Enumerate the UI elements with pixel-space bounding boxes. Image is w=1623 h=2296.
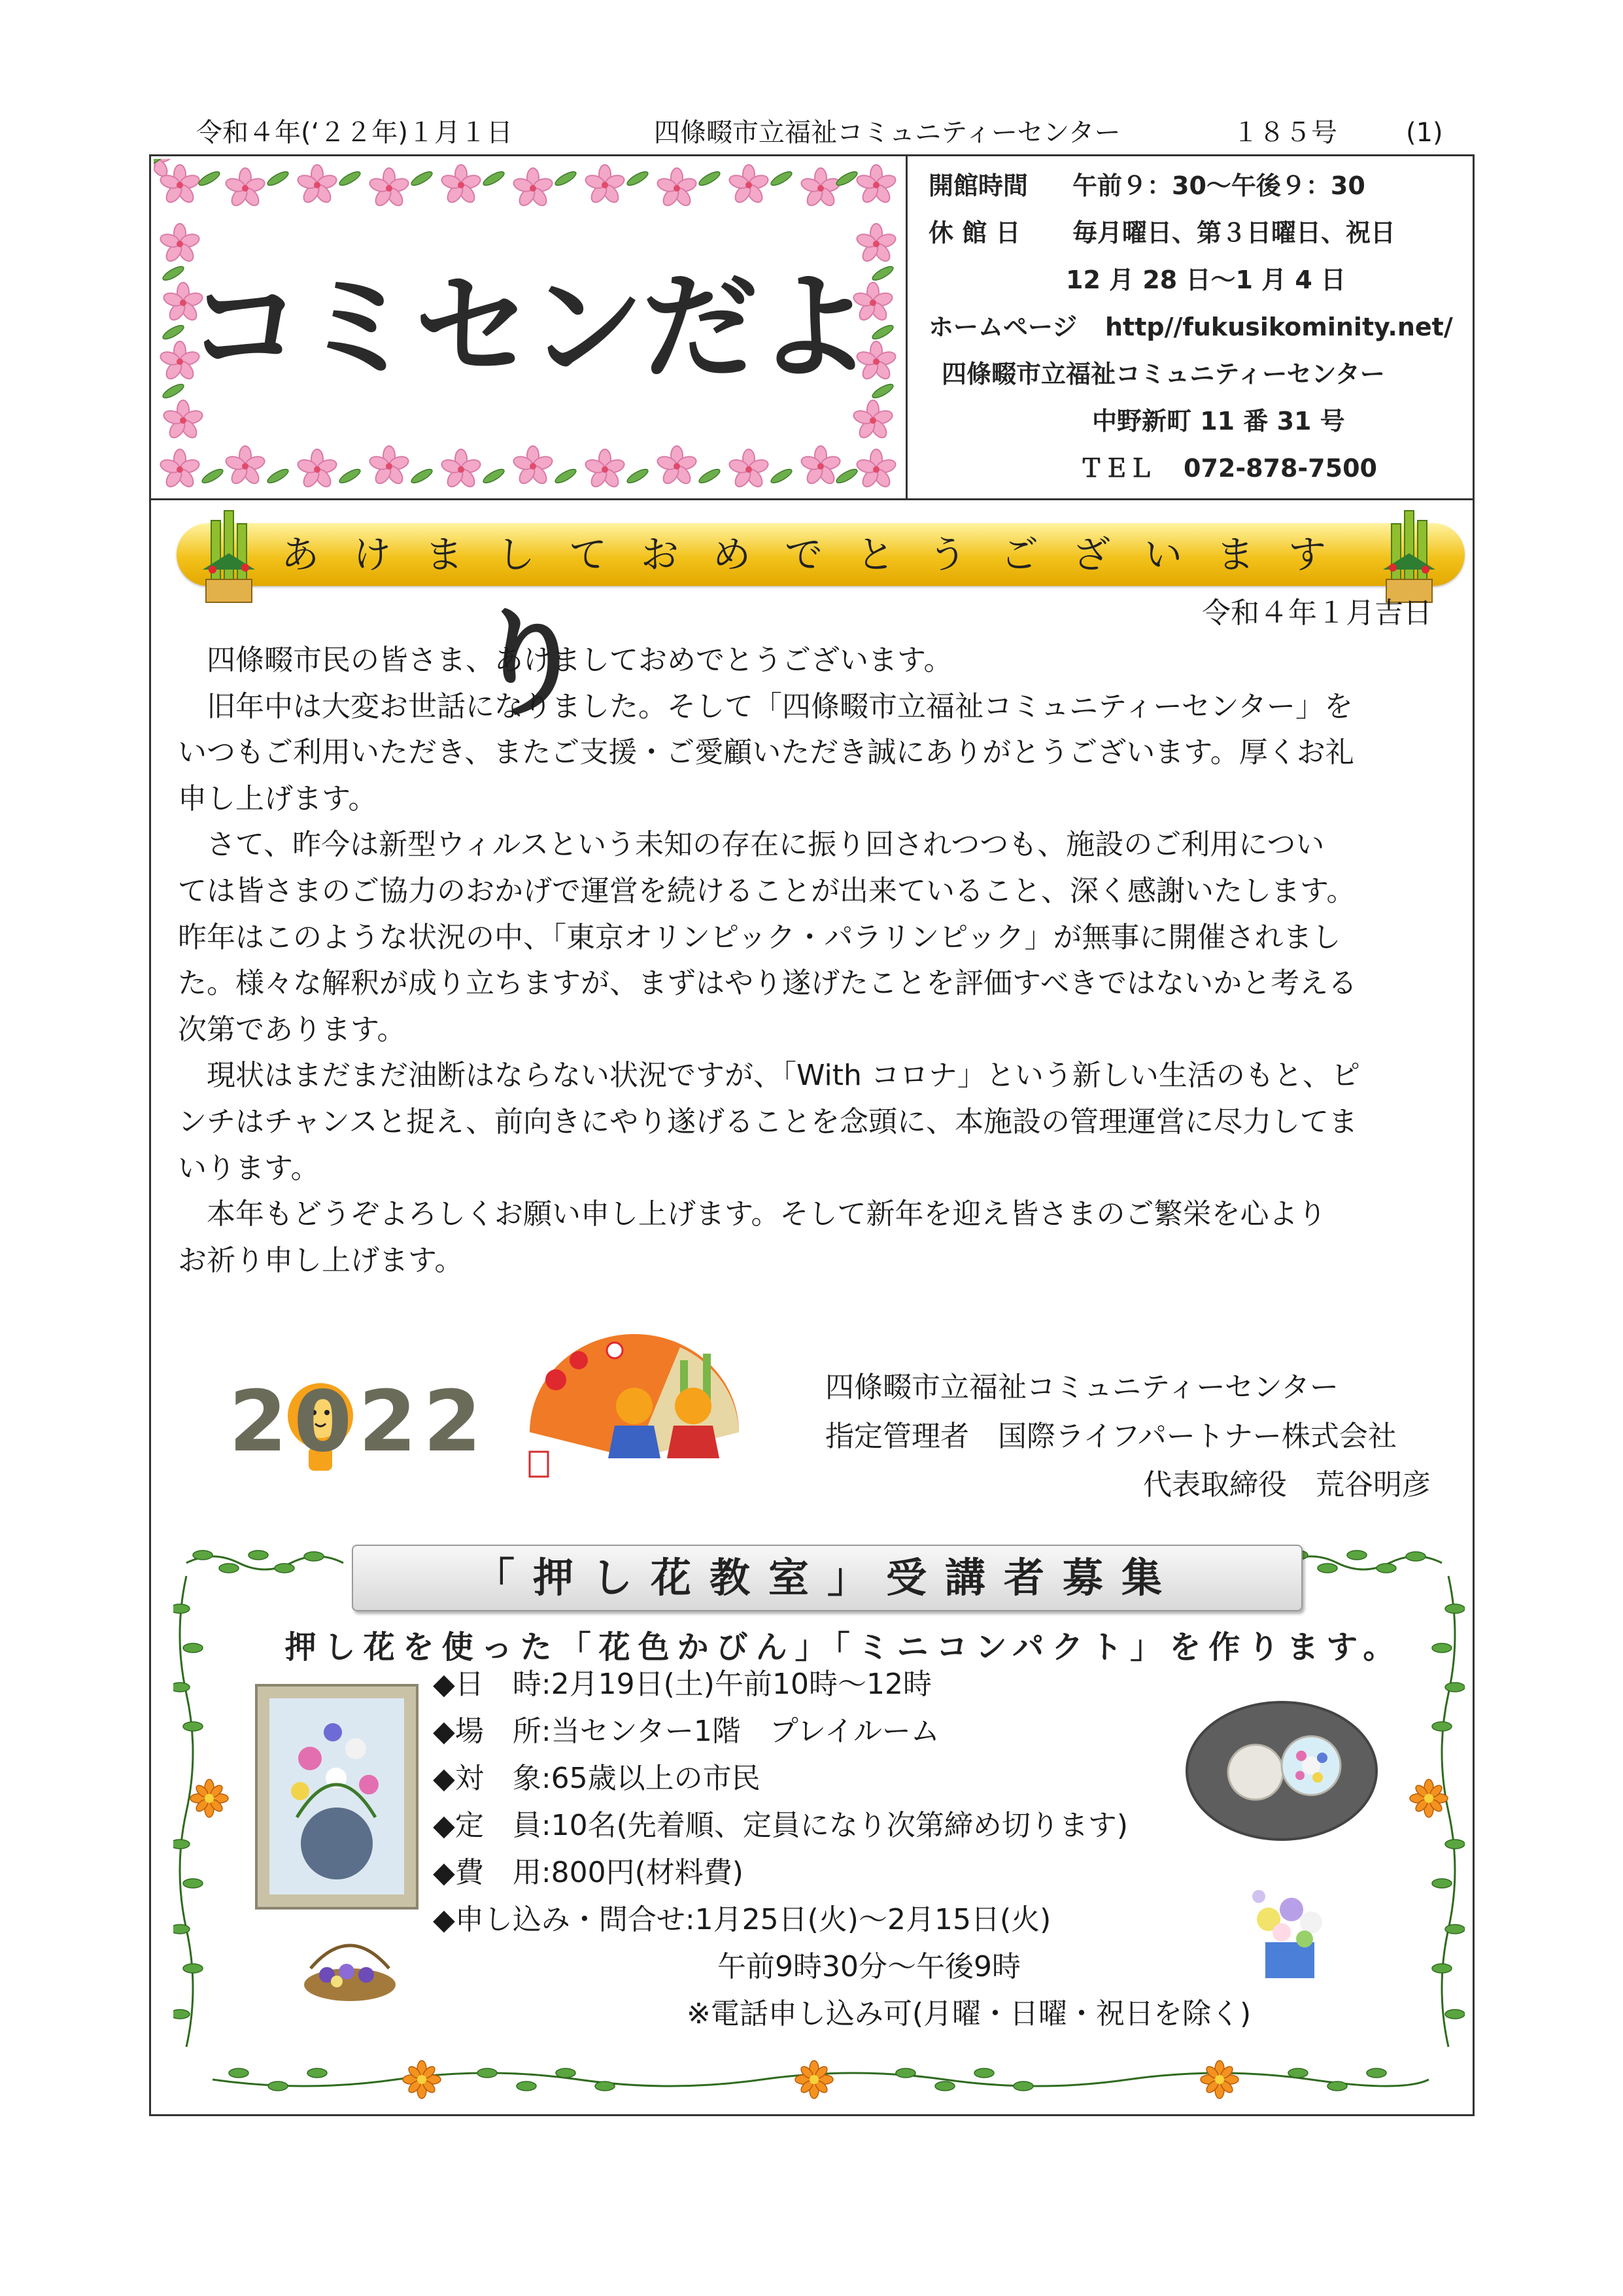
greeting-line: いります。: [178, 1151, 320, 1185]
detail-place: ◆場 所:当センター1階 プレイルーム: [433, 1715, 940, 1748]
flower-arrangement-icon: [1242, 1883, 1337, 1981]
greeting-line: さて、昨今は新型ウィルスという未知の存在に振り回されつつも、施設のご利用につい: [178, 828, 1325, 862]
fan-tigers-icon: [517, 1334, 752, 1488]
pressed-flower-title-text: 「押し花教室」受講者募集: [473, 1554, 1180, 1602]
flower-vase-icon: [258, 1687, 416, 1907]
detail-date: ◆日 時:2月19日(土)午前10時～12時: [433, 1668, 932, 1701]
year-2022-art: [229, 1370, 488, 1475]
greeting-line: お祈り申し上げます。: [178, 1243, 464, 1277]
mini-compact-photo: [1184, 1700, 1380, 1841]
masthead-bottom-rule: [150, 498, 1473, 500]
issue-number: １８５号: [1233, 118, 1337, 148]
signature-rep: 代表取締役 荒谷明彦: [1143, 1468, 1431, 1501]
greeting-line: 本年もどうぞよろしくお願い申し上げます。そして新年を迎え皆さまのご繁栄を心より: [178, 1197, 1327, 1231]
pressed-flower-subtitle: 押し花を使った「花色かびん」「ミニコンパクト」を作ります。: [284, 1629, 1403, 1666]
hours-value: 午前９：30～午後９：30: [1072, 171, 1365, 200]
hours-label: 開館時間: [929, 171, 1029, 200]
detail-time: 午前9時30分～午後9時: [717, 1950, 1021, 1983]
detail-target: ◆対 象:65歳以上の市民: [433, 1762, 760, 1795]
greeting-line: 旧年中は大変お世話になりました。そして「四條畷市立福祉コミュニティーセンター」を: [178, 689, 1353, 723]
page-number: (1): [1406, 118, 1443, 148]
greeting-line: ンチはチャンスと捉え、前向きにやり遂げることを念頭に、本施設の管理運営に尽力してま: [178, 1105, 1358, 1139]
homepage-link[interactable]: http//fukusikominity.net/: [1105, 313, 1453, 341]
detail-apply: ◆申し込み・問合せ:1月25日(火)～2月15日(火): [433, 1903, 1051, 1936]
greeting-line: いつもご利用いただき、またご支援・ご愛顧いただき誠にありがとうございます。厚くお礼: [178, 736, 1354, 770]
greeting-banner-text: あけましておめでとうございます: [281, 532, 1360, 577]
publisher-name: 四條畷市立福祉コミュニティーセンター: [654, 118, 1121, 148]
flower-basket-icon: [298, 1936, 402, 2008]
greeting-banner: [177, 523, 1465, 586]
address: 中野新町 11 番 31 号: [1092, 407, 1345, 436]
signature-manager: 指定管理者 国際ライフパートナー株式会社: [825, 1420, 1397, 1453]
org-name: 四條畷市立福祉コミュニティーセンター: [942, 360, 1385, 388]
masthead-divider: [906, 156, 908, 499]
pressed-flower-title: [352, 1545, 1303, 1611]
detail-note: ※電話申し込み可(月曜・日曜・祝日を除く): [687, 1997, 1252, 2030]
greeting-line: た。様々な解釈が成り立ちますが、まずはやり遂げたことを評価すべきではないかと考える: [178, 967, 1358, 1001]
tel-value: 072-878-7500: [1184, 454, 1377, 483]
closed-value: 毎月曜日、第３日曜日、祝日: [1072, 218, 1396, 247]
year-text: [229, 1373, 488, 1471]
greeting-line: 現状はまだまだ油断はならない状況ですが、「With コロナ」という新しい生活のもと、ピ: [178, 1059, 1360, 1093]
greeting-body: [178, 638, 1473, 1284]
homepage-label: ホームページ: [929, 313, 1078, 341]
masthead-title: コミセンだより: [186, 260, 870, 732]
issue-date: 令和４年(‘２２年)１月１日: [196, 118, 513, 148]
kadomatsu-right-icon: [1380, 507, 1439, 606]
greeting-date: 令和４年１月吉日: [1202, 596, 1432, 630]
closed-value-2: 12 月 28 日～1 月 4 日: [1066, 266, 1346, 294]
tel-label: ＴＥＬ: [1079, 454, 1154, 483]
greeting-line: 四條畷市民の皆さま、あけましておめでとうございます。: [178, 643, 953, 677]
year-text: 2022: [229, 1373, 488, 1471]
greeting-line: ては皆さまのご協力のおかげで運営を続けることが出来ていること、深く感謝いたします。: [178, 874, 1356, 908]
detail-fee: ◆費 用:800円(材料費): [433, 1856, 743, 1889]
greeting-line: 申し上げます。: [178, 781, 377, 815]
closed-label: 休 館 日: [929, 218, 1021, 247]
greeting-line: 次第であります。: [178, 1012, 406, 1046]
detail-capacity: ◆定 員:10名(先着順、定員になり次第締め切ります): [433, 1809, 1128, 1842]
framed-flower-photo: [255, 1684, 419, 1910]
greeting-line: 昨年はこのような状況の中、「東京オリンピック・パラリンピック」が無事に開催されまし: [178, 920, 1341, 954]
signature-org: 四條畷市立福祉コミュニティーセンター: [825, 1371, 1339, 1404]
kadomatsu-left-icon: [199, 507, 258, 606]
